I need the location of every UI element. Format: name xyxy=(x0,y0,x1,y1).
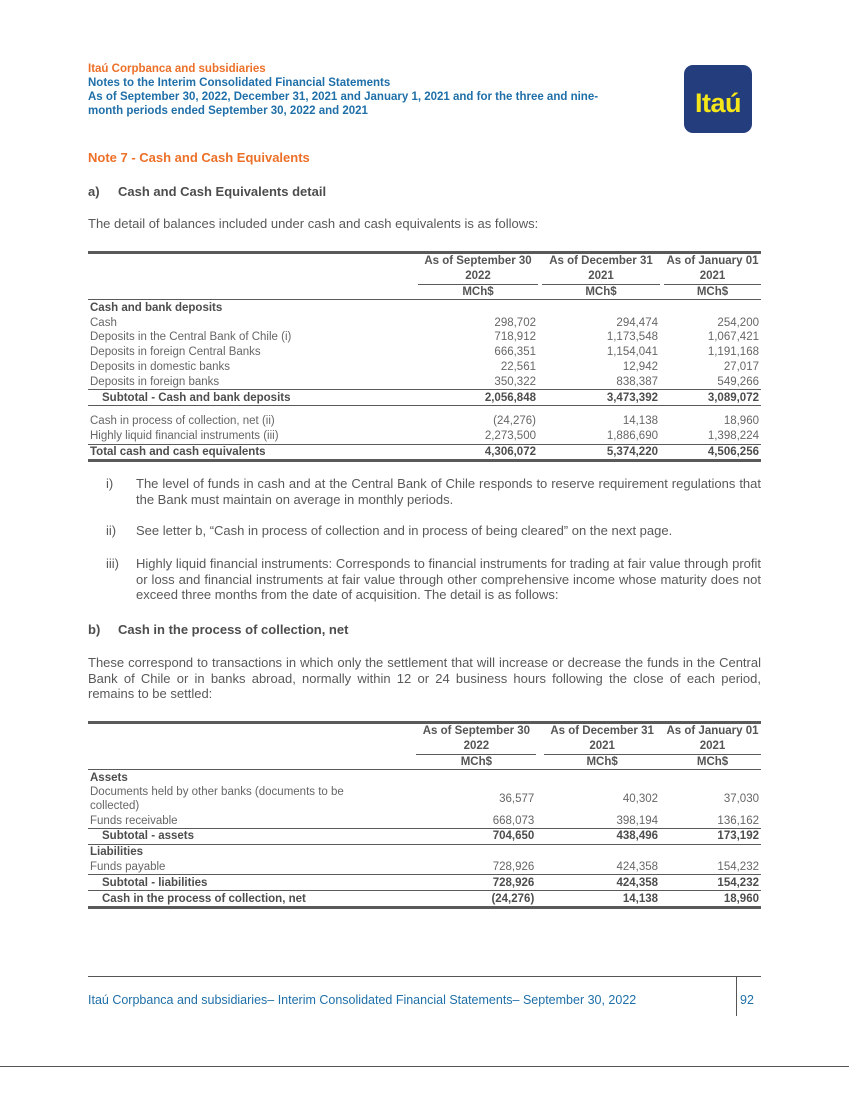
table-header-row xyxy=(88,723,761,739)
cell-value: 1,154,041 xyxy=(606,346,658,359)
cell-value: 2,056,848 xyxy=(418,390,538,406)
total-row xyxy=(88,444,761,461)
group-label: Cash and bank deposits xyxy=(90,301,223,314)
cell-value: 1,398,224 xyxy=(664,429,761,444)
table-row xyxy=(88,785,761,813)
cell-value: 549,266 xyxy=(664,374,761,389)
table-header-row xyxy=(88,253,761,269)
row-label: Cash xyxy=(90,316,117,329)
cell-value: 728,926 xyxy=(416,875,536,891)
cell-value: 173,192 xyxy=(664,828,761,844)
row-label: Deposits in foreign banks xyxy=(88,374,418,389)
cell-value: 1,067,421 xyxy=(707,331,759,344)
section-heading: Cash and Cash Equivalents detail xyxy=(118,184,327,199)
col-year: 2021 xyxy=(544,739,660,754)
cell-value: 154,232 xyxy=(664,875,761,891)
header-period-line2: month periods ended September 30, 2022 and 2021 xyxy=(88,105,368,117)
row-label: Subtotal - Cash and bank deposits xyxy=(88,390,418,406)
cell-value: 18,960 xyxy=(723,415,759,428)
section-letter: a) xyxy=(88,184,100,199)
cell-value: 37,030 xyxy=(723,793,759,806)
cell-value: 18,960 xyxy=(664,891,761,908)
col-header: As of September 30 xyxy=(418,253,538,269)
cell-value: 36,577 xyxy=(499,793,535,806)
subtotal-row xyxy=(88,390,761,406)
table-header-year-row xyxy=(88,269,761,284)
col-header: As of September 30 xyxy=(416,723,536,739)
cell-value: 136,162 xyxy=(664,813,761,828)
section-letter: b) xyxy=(88,622,101,637)
cell-value: 1,886,690 xyxy=(542,429,660,444)
group-label: Liabilities xyxy=(90,846,144,859)
cash-equivalents-table xyxy=(88,251,761,462)
cell-value: 14,138 xyxy=(622,415,658,428)
cell-value: 27,017 xyxy=(723,360,759,373)
cell-value: 728,926 xyxy=(416,860,536,875)
itau-logo xyxy=(684,65,752,133)
page-edge-divider xyxy=(0,1066,849,1067)
row-label: Funds payable xyxy=(88,860,416,875)
table-header-year-row xyxy=(88,739,761,754)
cell-value: 1,191,168 xyxy=(707,346,759,359)
company-name: Itaú Corpbanca and subsidiaries xyxy=(88,63,266,75)
footer-text: Itaú Corpbanca and subsidiaries– Interim Consolidated Financial Statements– September 30, 2022 xyxy=(88,993,637,1007)
logo-text: Itaú xyxy=(694,87,741,118)
row-label: Highly liquid financial instruments (iii) xyxy=(88,429,418,444)
spacer-row xyxy=(88,405,761,414)
cell-value: 1,173,548 xyxy=(606,331,658,344)
group-label-row xyxy=(88,844,761,859)
row-label: Cash in the process of collection, net xyxy=(88,891,416,908)
footnote-marker: iii) xyxy=(106,556,119,571)
subtotal-row xyxy=(88,828,761,844)
cell-value: 154,232 xyxy=(664,860,761,875)
footnote-marker: i) xyxy=(106,476,114,491)
row-label: Subtotal - assets xyxy=(88,828,416,844)
col-header: As of January 01 xyxy=(664,253,761,269)
cell-value: 4,306,072 xyxy=(418,444,538,461)
cell-value: 666,351 xyxy=(494,346,536,359)
col-unit: MCh$ xyxy=(418,284,538,300)
cell-value: 350,322 xyxy=(418,374,538,389)
cell-value: 12,942 xyxy=(622,360,658,373)
table-header-unit-row xyxy=(88,284,761,300)
section-a-title xyxy=(88,184,326,199)
footnote-marker: ii) xyxy=(106,523,117,538)
table-row xyxy=(88,360,761,375)
footer-divider xyxy=(88,976,761,977)
section-b-intro: These correspond to transactions in which only the settlement that will increase or decrease the funds in the Central Bank of Chile or in banks abroad, normally within 12 or 24 business hours following the close of each period, remains to be settled: xyxy=(88,655,761,701)
table-row xyxy=(88,315,761,330)
header-period-line1: As of September 30, 2022, December 31, 2021 and January 1, 2021 and for the three and nine- xyxy=(88,91,599,103)
table-row xyxy=(88,414,761,429)
row-label: Cash in process of collection, net (ii) xyxy=(90,415,275,428)
table-row xyxy=(88,374,761,389)
cell-value: 718,912 xyxy=(494,331,536,344)
cell-value: 298,702 xyxy=(494,316,536,329)
row-label: Funds receivable xyxy=(88,813,416,828)
cell-value: 398,194 xyxy=(544,813,660,828)
net-total-row xyxy=(88,891,761,908)
cell-value: (24,276) xyxy=(493,415,536,428)
section-a-intro: The detail of balances included under cash and cash equivalents is as follows: xyxy=(88,216,539,231)
col-header: As of December 31 xyxy=(544,723,660,739)
row-label: Documents held by other banks (documents to be collected) xyxy=(90,786,344,813)
row-label: Deposits in domestic banks xyxy=(90,360,230,373)
col-year: 2021 xyxy=(542,269,660,284)
footnote-iii xyxy=(106,556,761,603)
cell-value: 838,387 xyxy=(542,374,660,389)
col-year: 2022 xyxy=(416,739,536,754)
table-header-unit-row xyxy=(88,754,761,770)
cell-value: 3,473,392 xyxy=(542,390,660,406)
document-header xyxy=(88,62,598,118)
row-label: Total cash and cash equivalents xyxy=(88,444,418,461)
section-b-title xyxy=(88,622,348,637)
note-title: Note 7 - Cash and Cash Equivalents xyxy=(88,150,310,165)
group-label-row xyxy=(88,300,761,315)
header-subtitle: Notes to the Interim Consolidated Financial Statements xyxy=(88,77,391,89)
table-row xyxy=(88,813,761,828)
cell-value: 424,358 xyxy=(544,875,660,891)
cell-value: 2,273,500 xyxy=(418,429,538,444)
cell-value: (24,276) xyxy=(416,891,536,908)
table-row xyxy=(88,330,761,345)
cell-value: 40,302 xyxy=(622,793,659,806)
col-unit: MCh$ xyxy=(542,284,660,300)
row-label: Deposits in foreign Central Banks xyxy=(90,346,261,359)
cell-value: 14,138 xyxy=(544,891,660,908)
cell-value: 294,474 xyxy=(616,316,658,329)
cell-value: 3,089,072 xyxy=(664,390,761,406)
col-unit: MCh$ xyxy=(664,284,761,300)
cell-value: 22,561 xyxy=(500,360,536,373)
footnote-text: Highly liquid financial instruments: Corresponds to financial instruments for trading at fair value through profit or loss and financial instruments at fair value through other comprehensive income whose maturity does not exceed three months from the date of acquisition. The detail is as follows: xyxy=(136,556,761,602)
col-year: 2021 xyxy=(664,739,761,754)
col-header: As of January 01 xyxy=(664,723,761,739)
group-label-row xyxy=(88,770,761,785)
row-label: Deposits in the Central Bank of Chile (i) xyxy=(90,331,292,344)
cell-value: 424,358 xyxy=(544,860,660,875)
table-row xyxy=(88,345,761,360)
row-label: Subtotal - liabilities xyxy=(88,875,416,891)
col-header: As of December 31 xyxy=(542,253,660,269)
col-year: 2022 xyxy=(418,269,538,284)
col-year: 2021 xyxy=(664,269,761,284)
col-unit: MCh$ xyxy=(664,754,761,770)
cell-value: 254,200 xyxy=(717,316,759,329)
subtotal-row xyxy=(88,875,761,891)
page-number: 92 xyxy=(740,993,754,1007)
footer-page-separator xyxy=(736,976,737,1016)
group-label: Assets xyxy=(90,771,128,784)
col-unit: MCh$ xyxy=(416,754,536,770)
section-heading: Cash in the process of collection, net xyxy=(118,622,349,637)
col-unit: MCh$ xyxy=(544,754,660,770)
table-row xyxy=(88,860,761,875)
footnote-text: See letter b, “Cash in process of collection and in process of being cleared” on the next page. xyxy=(136,523,673,538)
footnote-i xyxy=(106,476,761,507)
cell-value: 438,496 xyxy=(544,828,660,844)
table-row xyxy=(88,429,761,444)
cell-value: 668,073 xyxy=(416,813,536,828)
footnote-text: The level of funds in cash and at the Central Bank of Chile responds to reserve requirement regulations that the Bank must maintain on average in monthly periods. xyxy=(136,476,761,507)
cell-value: 4,506,256 xyxy=(664,444,761,461)
cell-value: 5,374,220 xyxy=(542,444,660,461)
footnote-ii xyxy=(106,523,761,539)
collection-table xyxy=(88,721,761,909)
cell-value: 704,650 xyxy=(416,828,536,844)
